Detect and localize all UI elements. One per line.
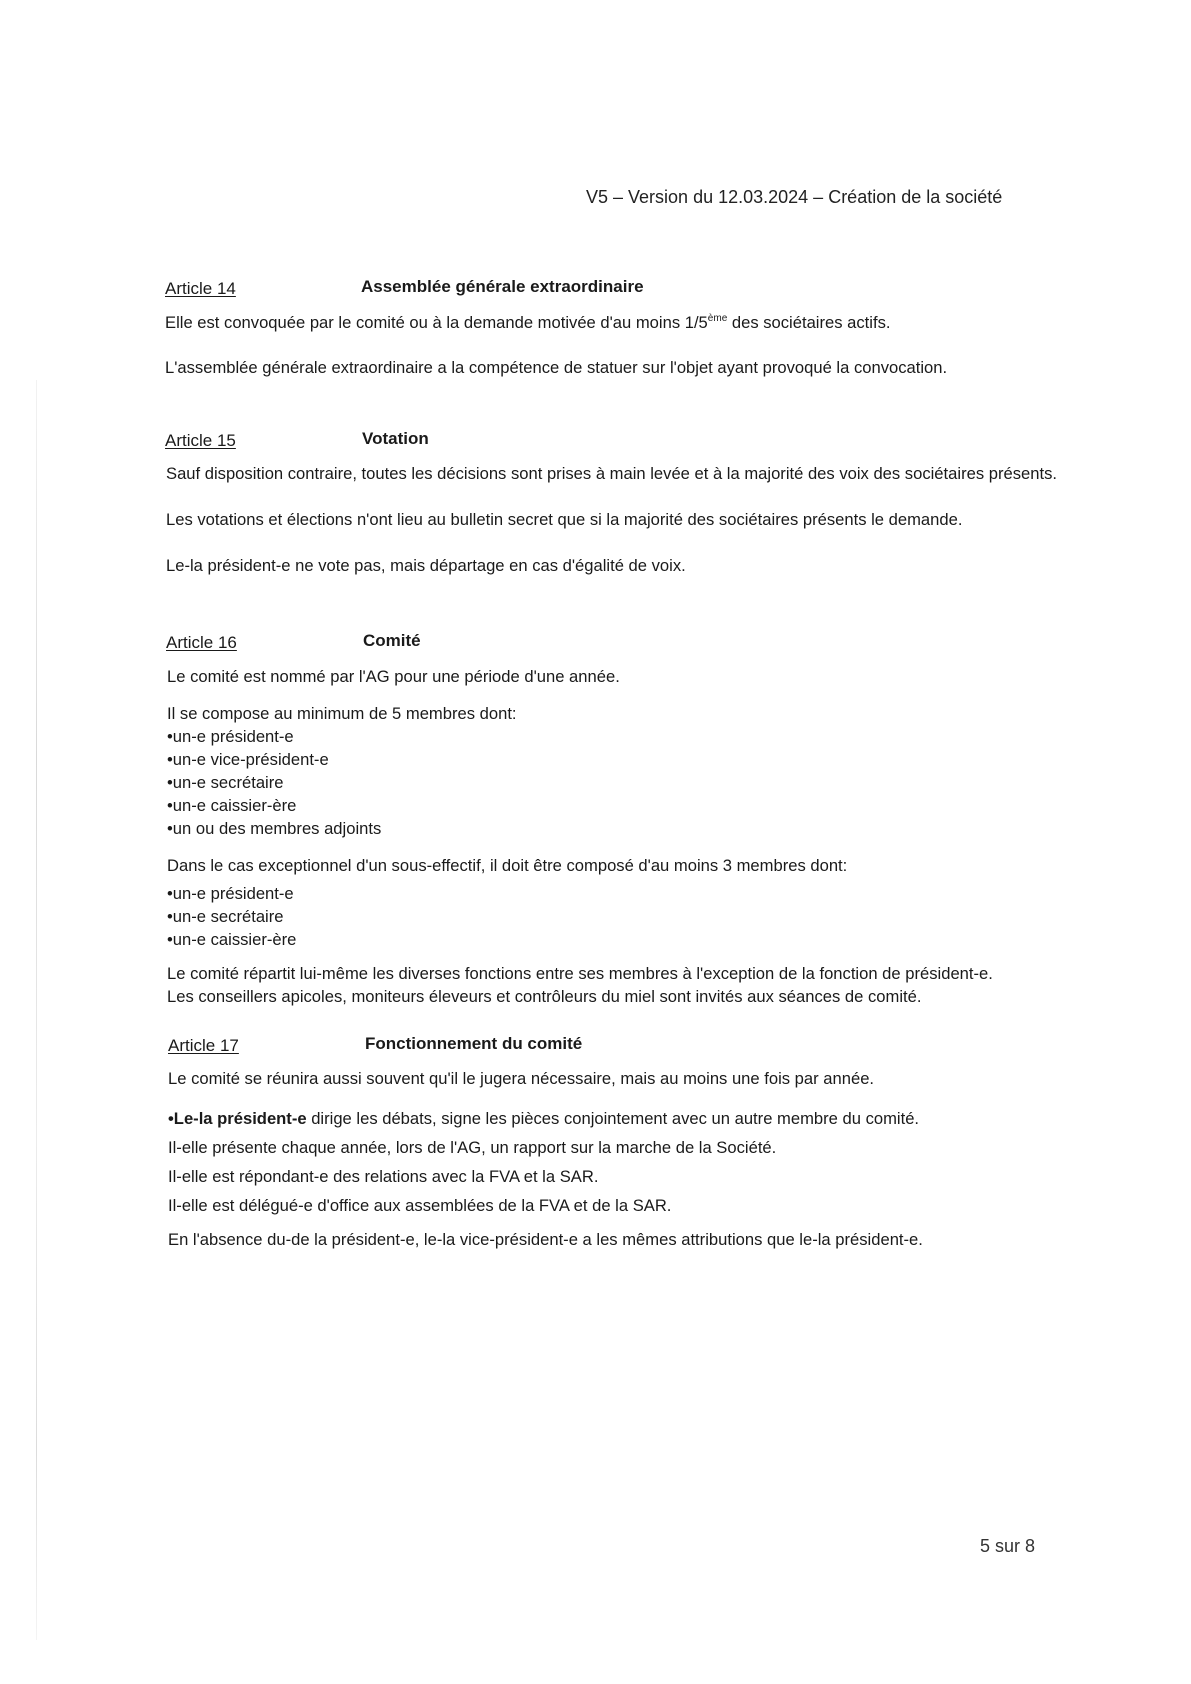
list-item: •un-e caissier-ère	[167, 930, 297, 949]
article-14-title: Assemblée générale extraordinaire	[361, 277, 644, 296]
list-item: •un-e secrétaire	[167, 907, 284, 926]
list-item: •un-e président-e	[167, 727, 294, 746]
article-14-p1-text: Elle est convoquée par le comité ou à la demande motivée d'au moins 1/5	[165, 313, 708, 332]
article-16-paragraph-5: Les conseillers apicoles, moniteurs éleveurs et contrôleurs du miel sont invités aux séances de comité.	[167, 987, 922, 1006]
article-17-paragraph-4: Il-elle est répondant-e des relations avec la FVA et la SAR.	[168, 1167, 599, 1186]
article-14-label: Article 14	[165, 279, 236, 298]
article-15-title: Votation	[362, 429, 429, 448]
article-17-title: Fonctionnement du comité	[365, 1034, 583, 1053]
list-item: •un-e caissier-ère	[167, 796, 297, 815]
version-header: V5 – Version du 12.03.2024 – Création de la société	[586, 187, 1003, 207]
list-item: •un-e président-e	[167, 884, 294, 903]
article-17-paragraph-5: Il-elle est délégué-e d'office aux assemblées de la FVA et de la SAR.	[168, 1196, 672, 1215]
article-15-paragraph-1: Sauf disposition contraire, toutes les décisions sont prises à main levée et à la majorité des voix des sociétaires présents.	[166, 464, 1057, 483]
article-17-paragraph-3: Il-elle présente chaque année, lors de l'AG, un rapport sur la marche de la Société.	[168, 1138, 777, 1157]
article-14-p1-text-end: des sociétaires actifs.	[727, 313, 891, 332]
scan-edge-line	[36, 380, 37, 1640]
article-14-p1-superscript: ème	[707, 313, 728, 324]
list-item: •un-e vice-président-e	[167, 750, 329, 769]
page-number: 5 sur 8	[980, 1536, 1036, 1556]
article-14-paragraph-2: L'assemblée générale extraordinaire a la compétence de statuer sur l'objet ayant provoqué la convocation.	[165, 358, 948, 377]
list-item: •un-e secrétaire	[167, 773, 284, 792]
president-emphasis: •Le-la président-e	[168, 1109, 307, 1128]
article-17-paragraph-1: Le comité se réunira aussi souvent qu'il le jugera nécessaire, mais au moins une fois par année.	[168, 1069, 875, 1088]
article-15-label: Article 15	[165, 431, 236, 450]
article-16-paragraph-4: Le comité répartit lui-même les diverses fonctions entre ses membres à l'exception de la fonction de président-e.	[167, 964, 993, 983]
article-16-paragraph-2: Il se compose au minimum de 5 membres dont:	[167, 704, 517, 723]
article-16-paragraph-1: Le comité est nommé par l'AG pour une période d'une année.	[167, 667, 620, 686]
article-15-paragraph-2: Les votations et élections n'ont lieu au bulletin secret que si la majorité des sociétaires présents le demande.	[166, 510, 963, 529]
list-item: •un ou des membres adjoints	[167, 819, 382, 838]
article-17-paragraph-6: En l'absence du-de la président-e, le-la vice-président-e a les mêmes attributions que le-la président-e.	[168, 1230, 923, 1249]
article-14-paragraph-1	[165, 313, 891, 333]
article-16-title: Comité	[363, 631, 421, 650]
article-16-paragraph-3: Dans le cas exceptionnel d'un sous-effectif, il doit être composé d'au moins 3 membres dont:	[167, 856, 848, 875]
article-17-label: Article 17	[168, 1036, 239, 1055]
article-17-paragraph-2	[168, 1109, 919, 1129]
article-15-paragraph-3: Le-la président-e ne vote pas, mais départage en cas d'égalité de voix.	[166, 556, 686, 575]
article-16-label: Article 16	[166, 633, 237, 652]
article-17-p2-text: dirige les débats, signe les pièces conjointement avec un autre membre du comité.	[306, 1109, 920, 1128]
